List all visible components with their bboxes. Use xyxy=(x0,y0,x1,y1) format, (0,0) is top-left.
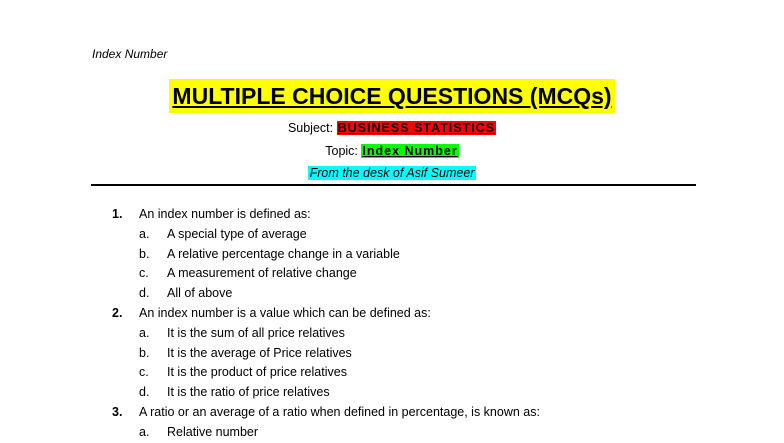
option-2b xyxy=(0,344,784,364)
option-1a xyxy=(0,225,784,245)
option-text: It is the average of Price relatives xyxy=(167,345,352,360)
option-text: A special type of average xyxy=(167,226,307,241)
option-3a xyxy=(0,423,784,443)
option-text: Relative number xyxy=(167,424,259,439)
question-number: 3. xyxy=(112,404,123,419)
question-2 xyxy=(0,304,784,324)
question-text: A ratio or an average of a ratio when defined in percentage, is known as: xyxy=(139,404,540,419)
horizontal-divider xyxy=(91,184,696,186)
option-1b xyxy=(0,245,784,265)
running-header: Index Number xyxy=(92,47,168,61)
question-text: An index number is defined as: xyxy=(139,207,311,221)
topic-label: Topic: xyxy=(325,144,358,158)
option-text: It is the product of price relatives xyxy=(167,365,347,380)
subject-value: BUSINESS STATISTICS xyxy=(337,121,496,135)
option-text: A measurement of relative change xyxy=(167,266,357,281)
page-title: MULTIPLE CHOICE QUESTIONS (MCQs) xyxy=(169,79,614,113)
question-text: An index number is a value which can be defined as: xyxy=(139,305,431,320)
option-2a xyxy=(0,324,784,344)
option-text: All of above xyxy=(167,286,233,301)
option-text: It is the sum of all price relatives xyxy=(167,325,345,340)
option-letter: c. xyxy=(139,266,149,281)
option-1c xyxy=(0,264,784,284)
topic-line xyxy=(0,144,784,158)
option-letter: a. xyxy=(139,325,150,340)
option-1d xyxy=(0,284,784,304)
option-letter: c. xyxy=(139,365,149,380)
option-letter: b. xyxy=(139,246,150,261)
subject-label: Subject: xyxy=(287,121,334,135)
question-number: 1. xyxy=(112,207,123,221)
option-letter: a. xyxy=(139,226,150,241)
subject-line xyxy=(0,121,784,135)
option-letter: d. xyxy=(139,286,150,301)
option-letter: b. xyxy=(139,345,150,360)
question-list xyxy=(0,205,784,443)
option-letter: a. xyxy=(139,424,150,439)
option-2c xyxy=(0,363,784,383)
option-2d xyxy=(0,383,784,403)
topic-value: Index Number xyxy=(362,144,458,158)
title-container xyxy=(0,79,784,113)
question-1 xyxy=(0,205,784,225)
question-3 xyxy=(0,403,784,423)
question-number: 2. xyxy=(112,305,123,320)
author-line xyxy=(0,166,784,180)
author-credit: From the desk of Asif Sumeer xyxy=(309,166,475,180)
option-text: A relative percentage change in a variable xyxy=(167,246,400,261)
option-letter: d. xyxy=(139,385,150,400)
option-text: It is the ratio of price relatives xyxy=(167,385,330,400)
